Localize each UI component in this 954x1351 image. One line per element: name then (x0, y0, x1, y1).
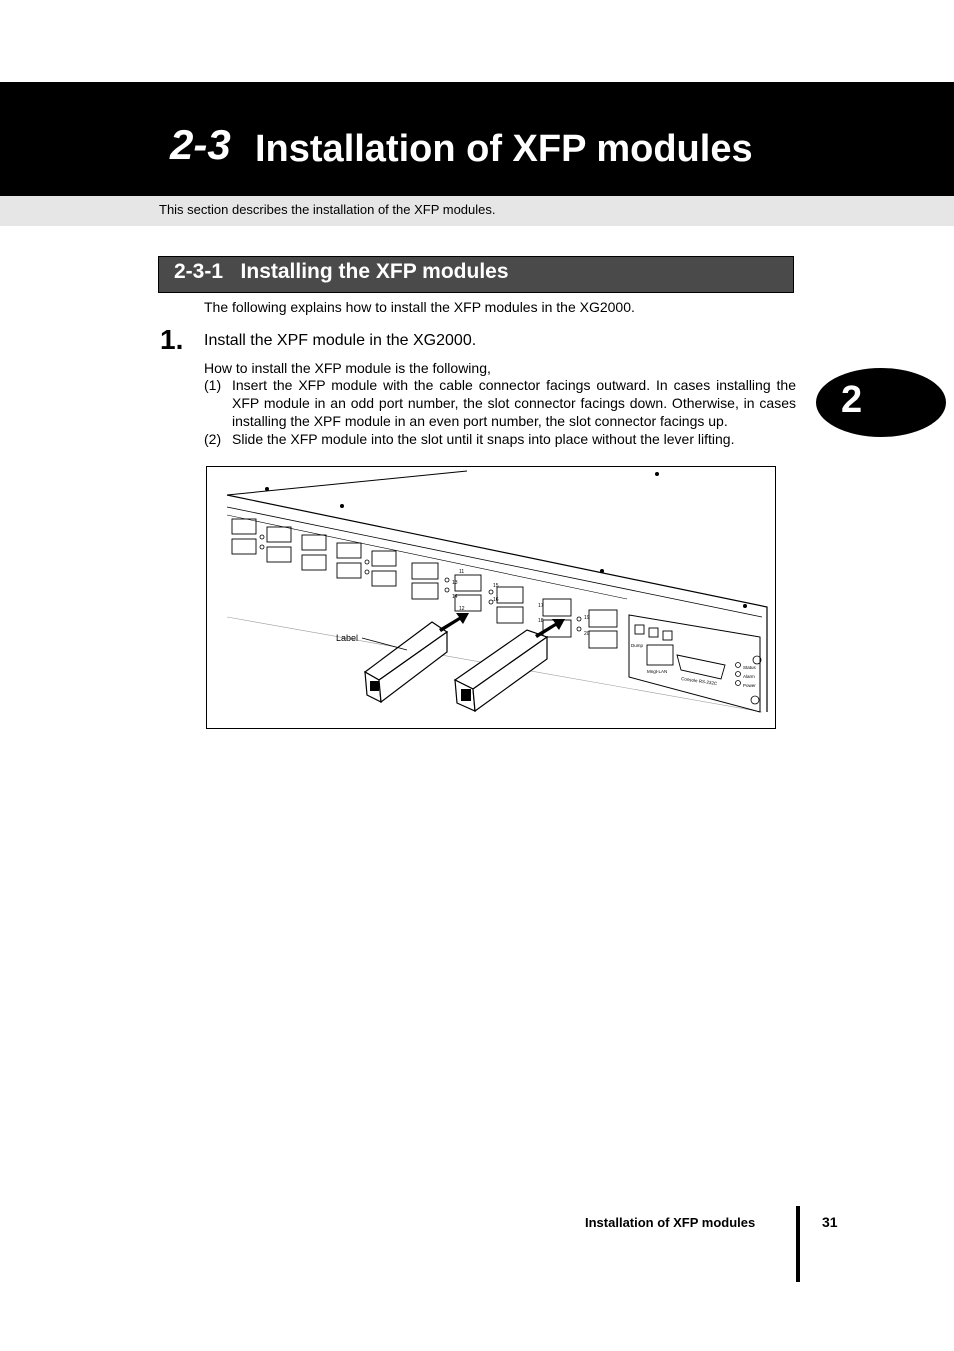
reset-label: Dump (631, 643, 644, 648)
chapter-title: Installation of XFP modules (255, 128, 753, 170)
step-number: 1. (160, 324, 184, 355)
port-number: 15 (493, 583, 499, 589)
xfp-installation-illustration (207, 467, 774, 727)
port-number: 18 (538, 618, 544, 624)
port-number: 17 (538, 603, 544, 609)
xfp-module-left (365, 622, 447, 702)
chapter-tab-number: 2 (841, 379, 863, 421)
list-item (204, 376, 796, 430)
list-item-text: Insert the XFP module with the cable connector facings outward. In cases installing the XFP module in an odd port number, the slot connector facings down. Otherwise, in cases installing the XPF module in an even port number, the slot connector facings up. (232, 377, 796, 429)
power-label: Power (743, 683, 756, 688)
console-label: Console RS-232C (680, 676, 718, 687)
port-number: 16 (493, 597, 499, 603)
step-text: Install the XPF module in the XG2000. (204, 332, 477, 349)
list-item-index: (1) (204, 377, 222, 393)
label-callout-text: Label (336, 633, 359, 643)
list-item-index: (2) (204, 431, 222, 447)
port-number: 11 (459, 569, 465, 575)
port-number: 13 (452, 580, 458, 586)
chapter-intro: This section describes the installation of the XFP modules. (159, 202, 496, 217)
page-number: 31 (822, 1214, 838, 1230)
list-item-text: Slide the XFP module into the slot until it snaps into place without the lever lifting. (232, 431, 735, 447)
section-lead: The following explains how to install the XFP modules in the XG2000. (204, 299, 635, 315)
xfp-module-right (455, 630, 547, 711)
port-number: 19 (584, 615, 590, 621)
list-item (204, 430, 796, 448)
port-number: 20 (584, 631, 590, 637)
step-howto: How to install the XFP module is the following, (204, 360, 491, 376)
alarm-label: Alarm (743, 674, 755, 679)
port-number: 14 (452, 594, 458, 600)
mgmt-lan-label: Mngt-LAN (647, 669, 668, 674)
label-callout-line (362, 638, 407, 650)
figure-frame (206, 466, 776, 729)
footer-divider (796, 1206, 800, 1282)
insertion-arrow (439, 613, 469, 632)
footer-title: Installation of XFP modules (585, 1215, 756, 1230)
status-label: Status (743, 665, 756, 670)
section-heading-text: 2-3-1 Installing the XFP modules (174, 260, 509, 283)
chapter-tab (816, 368, 946, 437)
port-number: 12 (459, 606, 465, 612)
chapter-number: 2-3 (170, 121, 231, 168)
